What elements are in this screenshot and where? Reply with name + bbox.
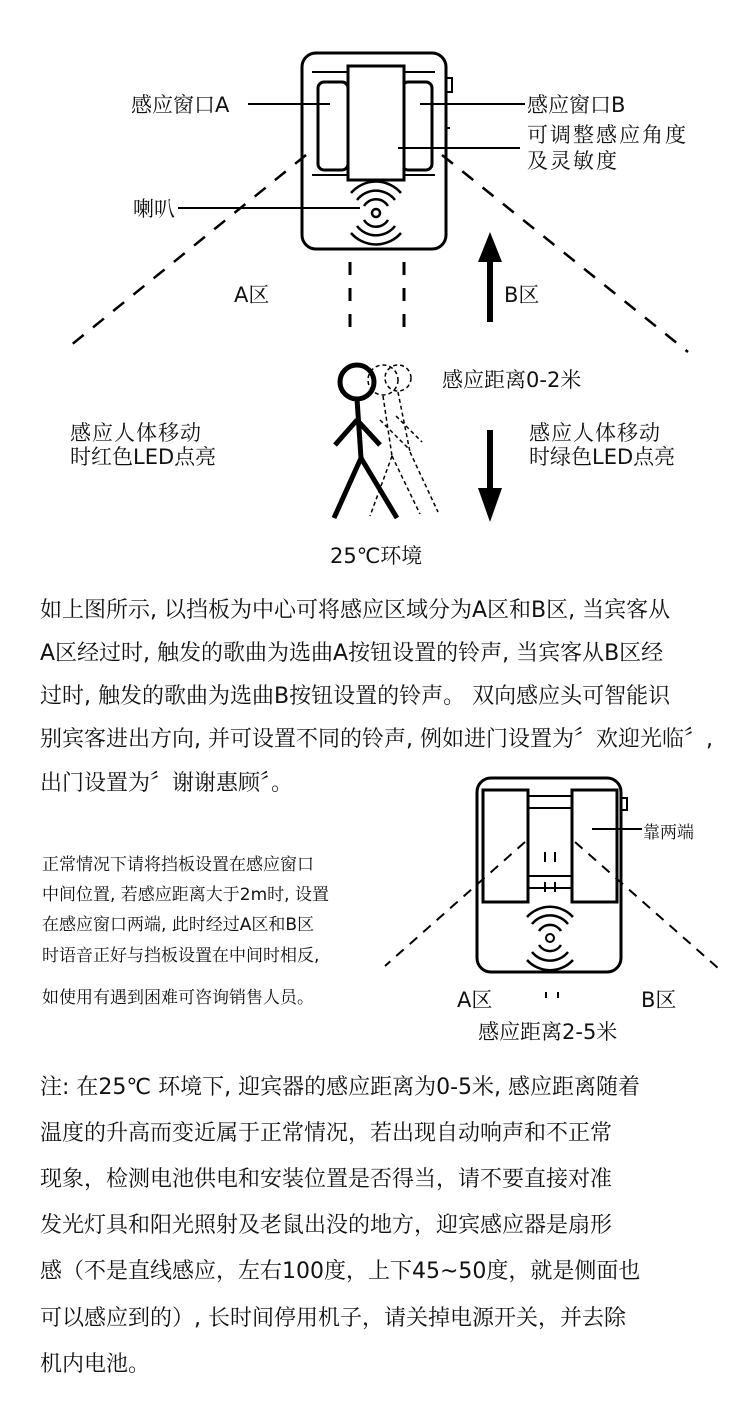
adjust-note-line1: 可调整感应角度	[527, 123, 688, 147]
paragraph2-line: 发光灯具和阳光照射及老鼠出没的地方，迎宾感应器是扇形	[40, 1213, 613, 1238]
distance-label-2-5m: 感应距离2-5米	[478, 1020, 618, 1044]
paragraph1-line: 别宾客进出方向, 并可设置不同的铃声, 例如进门设置为〞欢迎光临〞,	[40, 727, 713, 752]
zone-a-label-2: A区	[457, 988, 493, 1012]
right-note-line1: 感应人体移动	[529, 421, 661, 445]
paragraph1-line: A区经过时, 触发的歌曲为选曲A按钮设置的铃声, 当宾客从B区经	[40, 641, 664, 666]
paragraph2-line: 温度的升高而变近属于正常情况，若出现自动响声和不正常	[40, 1121, 613, 1146]
speaker-label: 喇叭	[133, 197, 175, 221]
window-b-label: 感应窗口B	[527, 93, 626, 117]
right-note-line2: 时绿色LED点亮	[529, 445, 676, 469]
paragraph2-line: 现象，检测电池供电和安装位置是否得当，请不要直接对准	[40, 1167, 613, 1192]
environment-label: 25℃环境	[330, 544, 423, 568]
paragraph2-line: 可以感应到的）, 长时间停用机子，请关掉电源开关，并去除	[40, 1306, 626, 1331]
paragraph1-line: 过时, 触发的歌曲为选曲B按钮设置的铃声。 双向感应头可智能识	[40, 684, 671, 709]
small-note-line: 如使用有遇到困难可咨询销售人员。	[42, 988, 314, 1008]
paragraph2-line: 机内电池。	[40, 1352, 151, 1377]
ends-label: 靠两端	[643, 823, 694, 843]
small-note-line: 正常情况下请将挡板设置在感应窗口	[42, 855, 314, 875]
left-note-line2: 时红色LED点亮	[70, 445, 217, 469]
left-note-line1: 感应人体移动	[70, 421, 202, 445]
distance-label-0-2m: 感应距离0-2米	[442, 368, 582, 392]
zone-b-label: B区	[504, 283, 540, 307]
paragraph1-line: 如上图所示, 以挡板为中心可将感应区域分为A区和B区, 当宾客从	[40, 598, 671, 623]
paragraph2-line: 感（不是直线感应，左右100度，上下45~50度，就是侧面也	[40, 1259, 641, 1284]
zone-b-label-2: B区	[641, 988, 677, 1012]
adjust-note-line2: 及灵敏度	[527, 149, 619, 173]
zone-a-label: A区	[234, 283, 270, 307]
small-note-line: 在感应窗口两端, 此时经过A区和B区	[42, 915, 315, 935]
window-a-label: 感应窗口A	[131, 93, 230, 117]
paragraph1-line: 出门设置为〞谢谢惠顾〞。	[40, 771, 294, 796]
small-note-line: 时语音正好与挡板设置在中间时相反,	[42, 946, 320, 966]
speaker-icon-2	[546, 934, 554, 942]
paragraph2-line: 注: 在25℃ 环境下, 迎宾器的感应距离为0-5米, 感应距离随着	[40, 1075, 641, 1100]
small-note-line: 中间位置, 若感应距离大于2m时, 设置	[42, 885, 329, 905]
